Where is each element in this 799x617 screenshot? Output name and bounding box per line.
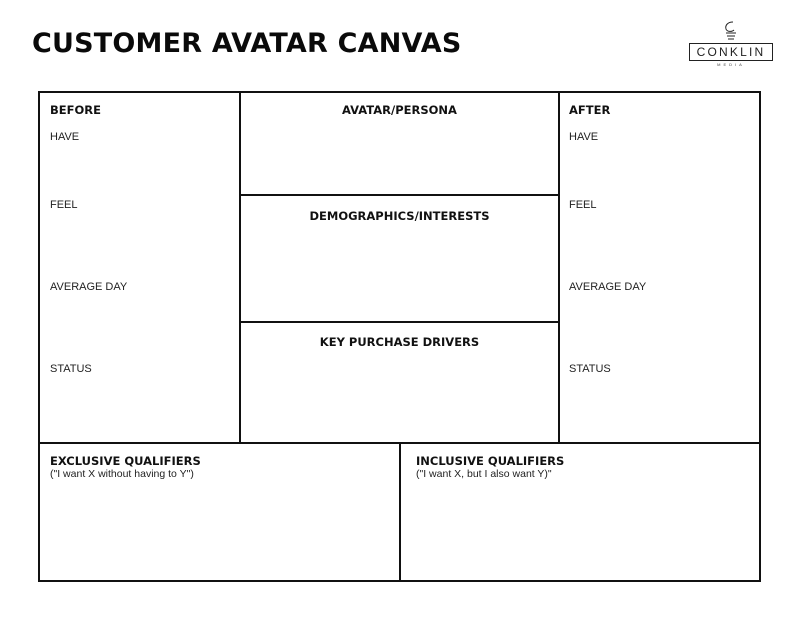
before-status-label: STATUS: [50, 363, 92, 375]
avatar-persona-title: AVATAR/PERSONA: [342, 103, 457, 117]
before-have-label: HAVE: [50, 131, 80, 143]
divider-center-after: [558, 93, 560, 444]
after-title: AFTER: [569, 103, 611, 117]
logo-subtitle: MEDIA: [717, 62, 745, 67]
before-average-day-label: AVERAGE DAY: [50, 281, 128, 293]
exclusive-qualifiers-title: EXCLUSIVE QUALIFIERS: [50, 454, 201, 468]
divider-qualifiers: [399, 444, 401, 582]
inclusive-qualifiers-title: INCLUSIVE QUALIFIERS: [416, 454, 565, 468]
after-status-label: STATUS: [569, 363, 611, 375]
before-title: BEFORE: [50, 103, 101, 117]
divider-top-bottom: [40, 442, 759, 444]
page-title: CUSTOMER AVATAR CANVAS: [32, 28, 462, 59]
before-feel-label: FEEL: [50, 199, 78, 211]
divider-before-center: [239, 93, 241, 444]
conklin-media-logo: [688, 18, 774, 72]
divider-demographics-drivers: [239, 321, 560, 323]
after-have-label: HAVE: [569, 131, 599, 143]
divider-avatar-demographics: [239, 194, 560, 196]
logo-wordmark: CONKLIN: [689, 43, 773, 61]
after-feel-label: FEEL: [569, 199, 597, 211]
inclusive-qualifiers-subtitle: ("I want X, but I also want Y)": [416, 468, 552, 480]
key-purchase-drivers-title: KEY PURCHASE DRIVERS: [319, 335, 480, 349]
demographics-title: DEMOGRAPHICS/INTERESTS: [309, 209, 490, 223]
after-average-day-label: AVERAGE DAY: [569, 281, 647, 293]
exclusive-qualifiers-subtitle: ("I want X without having to Y"): [50, 468, 194, 480]
avatar-canvas-grid: [38, 91, 761, 582]
